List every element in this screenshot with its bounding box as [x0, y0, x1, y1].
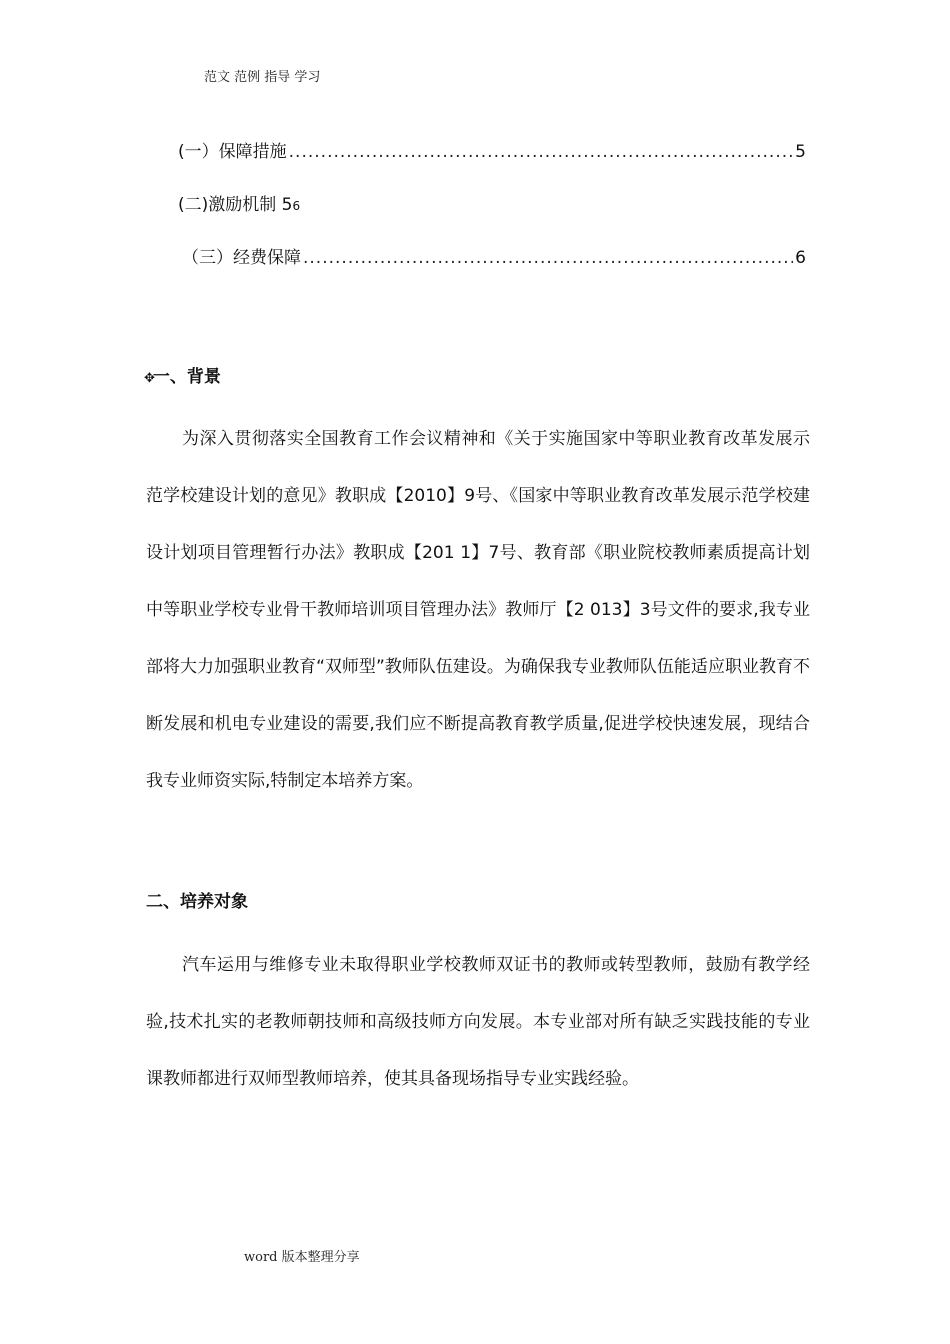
toc-page-number: 6 [292, 199, 301, 213]
section-heading-background [144, 364, 221, 390]
section-heading-text: 一、背景 [152, 367, 221, 387]
toc-label: （三）经费保障 [182, 248, 301, 268]
toc-item-safeguards[interactable] [178, 140, 806, 164]
section-heading-text: 二、培养对象 [146, 892, 248, 912]
toc-label: (一）保障措施 [178, 142, 287, 162]
toc-page-number: 5 [795, 142, 806, 162]
section-paragraph-background: 为深入贯彻落实全国教育工作会议精神和《关于实施国家中等职业教育改革发展示范学校建设计划的意见》教职成【2010】9号、《国家中等职业教育改革发展示范学校建设计划项目管理暂行办法》教职成【201 1】7号、教育部《职业院校教师素质提高计划中等职业学校专业骨干教师培训项目管理办法》教师厅【2 013】3号文件的要求,我专业部将大力加强职业教育“双师型”教师队伍建设。为确保我专业教师队伍能适应职业教育不断发展和机电专业建设的需要,我们应不断提高教育教学质量,促进学校快速发展，现结合我专业师资实际,特制定本培养方案。 [146, 429, 810, 791]
toc-leader-dots [289, 140, 794, 164]
page-footer: word 版本整理分享 [244, 1250, 360, 1265]
section-heading-training-targets [146, 889, 248, 915]
toc-page-number: 6 [795, 248, 806, 268]
section-paragraph-training-targets: 汽车运用与维修专业未取得职业学校教师双证书的教师或转型教师，鼓励有教学经验,技术扎实的老教师朝技师和高级技师方向发展。本专业部对所有缺乏实践技能的专业课教师都进行双师型教师培养，使其具备现场指导专业实践经验。 [146, 955, 810, 1089]
page-header: 范文 范例 指导 学习 [204, 70, 321, 85]
anchor-marker: ✥ [144, 371, 153, 386]
toc-leader-dots [303, 246, 793, 270]
toc-item-incentives[interactable] [178, 193, 300, 217]
toc-item-funding[interactable] [182, 246, 806, 270]
toc-label: (二)激励机制 5 [178, 195, 293, 215]
